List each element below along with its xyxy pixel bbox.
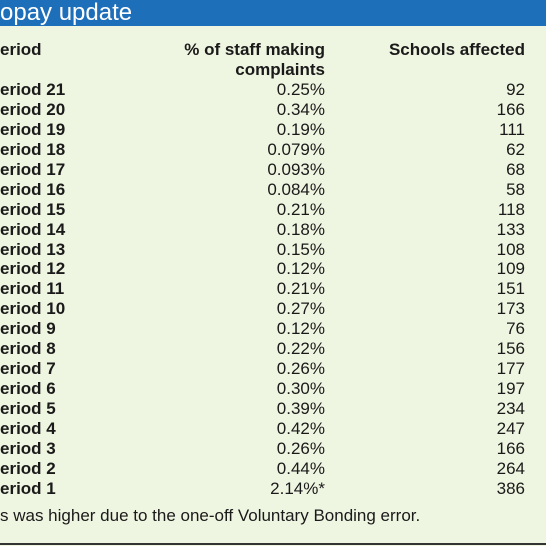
staff-complaints-cell: 0.18% [276, 219, 325, 239]
staff-complaints-cell: 0.44% [276, 458, 325, 478]
page-title: opay update [0, 0, 133, 26]
table-row [0, 100, 546, 120]
staff-complaints-cell: 0.12% [276, 259, 325, 279]
table-row [0, 399, 546, 419]
table-row [0, 359, 546, 379]
data-table [0, 80, 546, 499]
table-row [0, 80, 546, 100]
staff-complaints-cell: 0.25% [276, 80, 325, 99]
schools-affected-cell: 166 [496, 99, 525, 119]
schools-affected-cell: 197 [496, 379, 525, 399]
staff-complaints-cell: 0.42% [276, 418, 325, 438]
period-cell: eriod 10 [0, 299, 66, 319]
column-header-schools-affected: Schools affected [388, 40, 525, 59]
schools-affected-cell: 68 [506, 159, 525, 179]
period-cell: eriod 16 [0, 179, 66, 199]
schools-affected-cell: 151 [496, 279, 525, 299]
table-row [0, 479, 546, 499]
schools-affected-cell: 247 [496, 418, 525, 438]
staff-complaints-cell: 0.27% [276, 299, 325, 319]
schools-affected-cell: 133 [496, 219, 525, 239]
column-header-staff-complaints: % of staff making complaints [184, 40, 325, 79]
staff-complaints-cell: 0.093% [267, 159, 325, 179]
staff-complaints-cell: 2.14%* [270, 478, 325, 498]
period-cell: eriod 3 [0, 438, 56, 458]
table-row [0, 439, 546, 459]
table-row [0, 240, 546, 260]
staff-complaints-cell: 0.30% [276, 379, 325, 399]
period-cell: eriod 14 [0, 219, 66, 239]
table-row [0, 220, 546, 240]
table-row [0, 459, 546, 479]
title-bar [0, 0, 546, 26]
table-row [0, 259, 546, 279]
table-row [0, 180, 546, 200]
period-cell: eriod 19 [0, 119, 66, 139]
period-cell: eriod 21 [0, 80, 66, 99]
period-cell: eriod 17 [0, 159, 66, 179]
footnote: s was higher due to the one-off Voluntary Bonding error. [0, 506, 421, 525]
schools-affected-cell: 156 [496, 339, 525, 359]
staff-complaints-cell: 0.39% [276, 399, 325, 418]
table-row [0, 279, 546, 299]
period-cell: eriod 4 [0, 418, 56, 438]
schools-affected-cell: 234 [496, 399, 525, 418]
schools-affected-cell: 62 [506, 139, 525, 159]
staff-complaints-cell: 0.22% [276, 339, 325, 359]
period-cell: eriod 9 [0, 319, 56, 339]
period-cell: eriod 1 [0, 478, 56, 498]
period-cell: eriod 7 [0, 359, 56, 379]
table-row [0, 140, 546, 160]
staff-complaints-cell: 0.26% [276, 359, 325, 379]
table-row [0, 319, 546, 339]
period-cell: eriod 20 [0, 99, 66, 119]
bottom-rule [0, 543, 546, 545]
staff-complaints-cell: 0.26% [276, 438, 325, 458]
period-cell: eriod 18 [0, 139, 66, 159]
table-row [0, 120, 546, 140]
staff-complaints-cell: 0.079% [267, 139, 325, 159]
staff-complaints-cell: 0.21% [276, 279, 325, 299]
schools-affected-cell: 108 [496, 239, 525, 259]
schools-affected-cell: 264 [496, 458, 525, 478]
table-row [0, 200, 546, 220]
staff-complaints-cell: 0.084% [267, 179, 325, 199]
period-cell: eriod 5 [0, 399, 56, 418]
staff-complaints-cell: 0.34% [276, 99, 325, 119]
period-cell: eriod 11 [0, 279, 65, 299]
table-row [0, 419, 546, 439]
schools-affected-cell: 111 [499, 119, 525, 139]
period-cell: eriod 8 [0, 339, 56, 359]
schools-affected-cell: 58 [506, 179, 525, 199]
schools-affected-cell: 92 [506, 80, 525, 99]
period-cell: eriod 15 [0, 199, 66, 219]
schools-affected-cell: 76 [506, 319, 525, 339]
table-row [0, 299, 546, 319]
period-cell: eriod 12 [0, 259, 66, 279]
table-row [0, 339, 546, 359]
staff-complaints-cell: 0.19% [276, 119, 325, 139]
schools-affected-cell: 173 [496, 299, 525, 319]
schools-affected-cell: 386 [496, 478, 525, 498]
staff-complaints-cell: 0.15% [276, 239, 325, 259]
schools-affected-cell: 118 [497, 199, 525, 219]
period-cell: eriod 6 [0, 379, 56, 399]
column-header-period: eriod [0, 40, 42, 59]
table-row [0, 160, 546, 180]
schools-affected-cell: 109 [496, 259, 525, 279]
staff-complaints-cell: 0.21% [276, 199, 325, 219]
period-cell: eriod 13 [0, 239, 66, 259]
table-row [0, 379, 546, 399]
schools-affected-cell: 166 [496, 438, 525, 458]
schools-affected-cell: 177 [496, 359, 525, 379]
period-cell: eriod 2 [0, 458, 56, 478]
staff-complaints-cell: 0.12% [276, 319, 325, 339]
